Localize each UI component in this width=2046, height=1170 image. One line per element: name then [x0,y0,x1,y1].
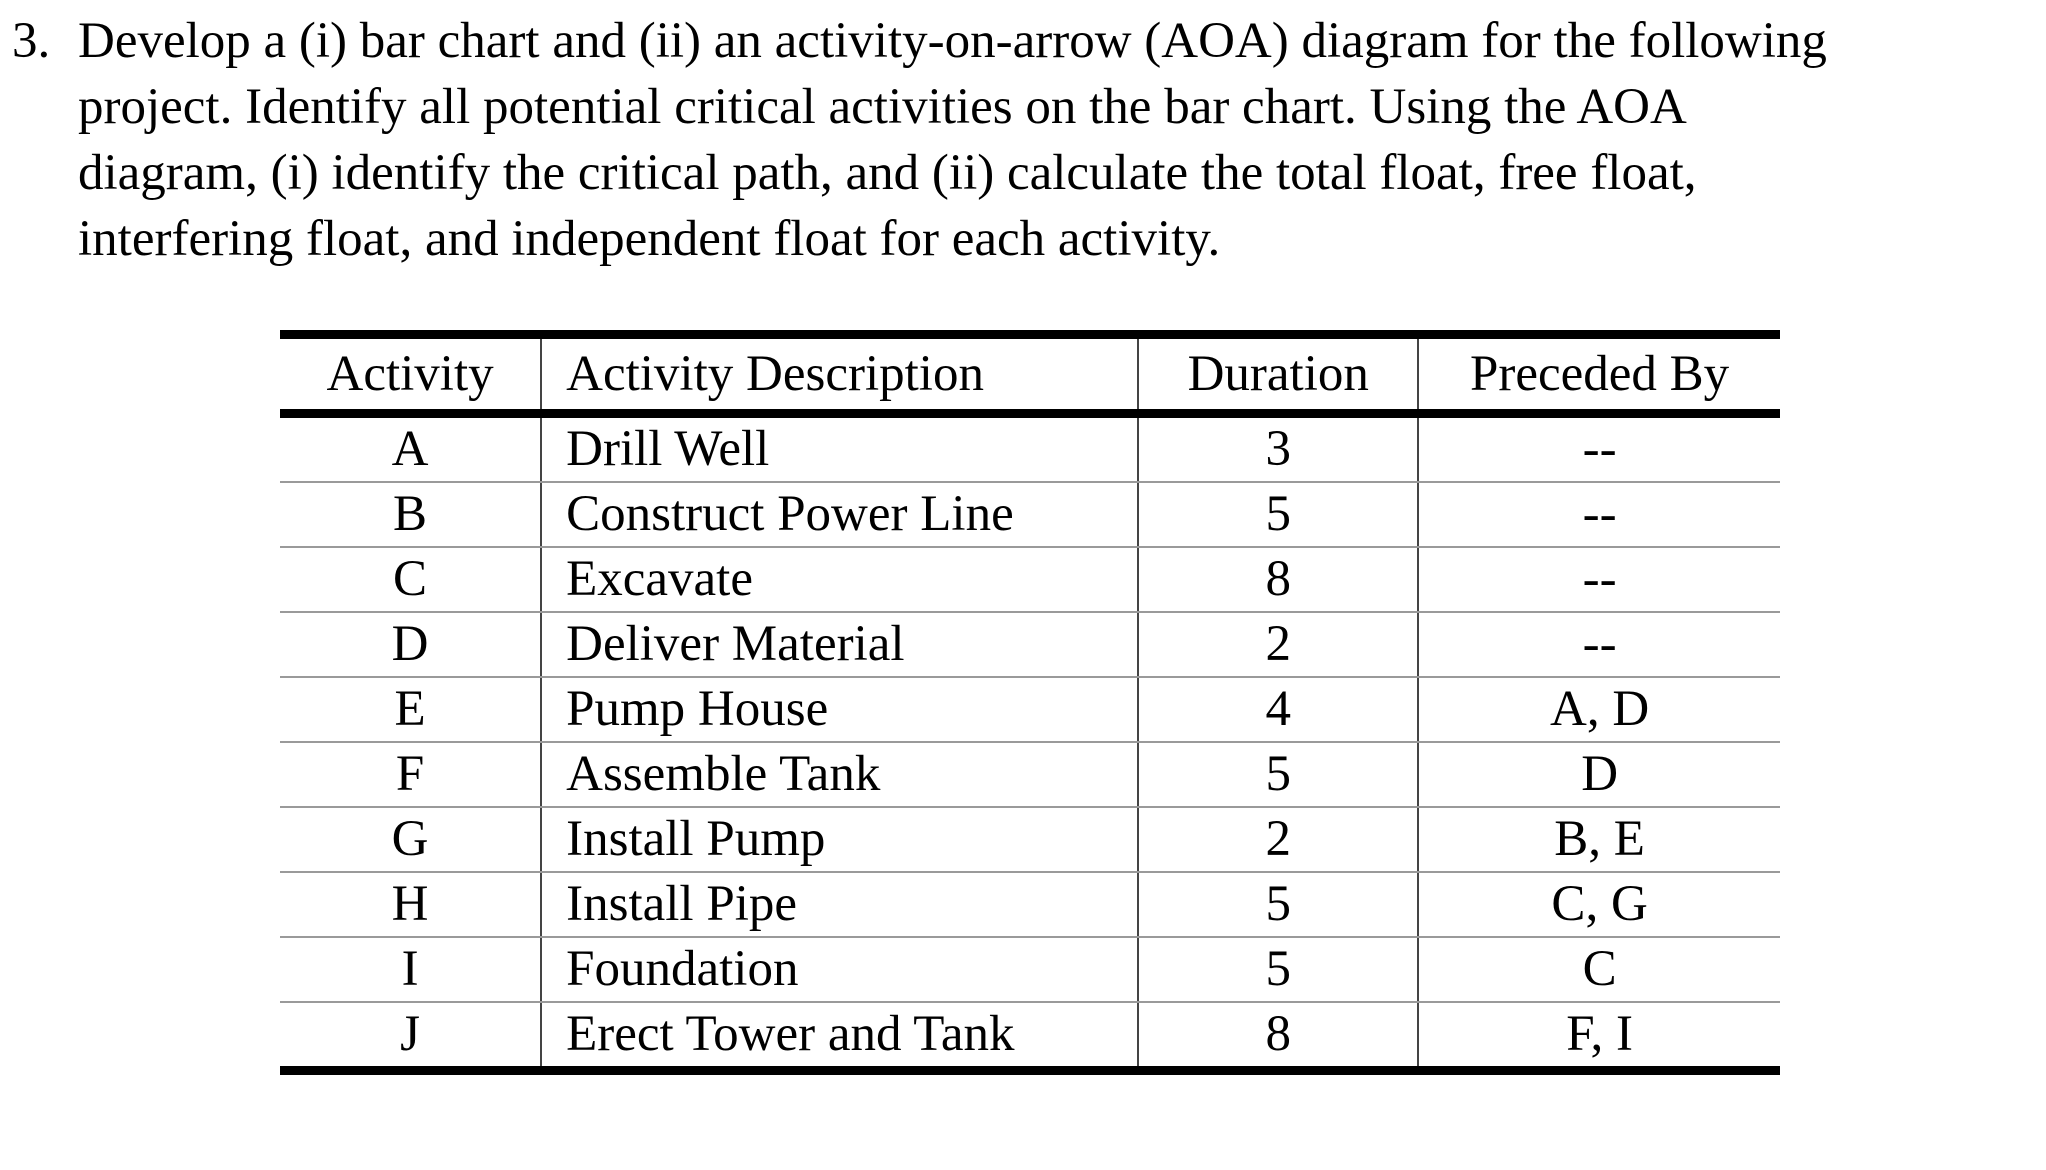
cell-duration: 3 [1138,414,1418,483]
cell-description: Install Pipe [541,872,1138,937]
cell-preceded-by: C [1418,937,1780,1002]
cell-preceded-by: D [1418,742,1780,807]
cell-duration: 5 [1138,872,1418,937]
cell-activity: I [280,937,541,1002]
cell-description: Erect Tower and Tank [541,1002,1138,1071]
table-row [280,612,1780,677]
cell-description: Assemble Tank [541,742,1138,807]
cell-duration: 5 [1138,742,1418,807]
header-preceded-by: Preceded By [1418,335,1780,414]
cell-preceded-by: B, E [1418,807,1780,872]
cell-activity: E [280,677,541,742]
question-block [12,8,2032,272]
cell-duration: 5 [1138,937,1418,1002]
table-header-row [280,335,1780,414]
header-activity: Activity [280,335,541,414]
question-text: Develop a (i) bar chart and (ii) an activity-on-arrow (AOA) diagram for the following project. Identify all potential critical activities on the bar chart. Using the AOA diagram, (i) identify the critical path, and (ii) calculate the total float, free float, interfering float, and independent float for each activity. [78,13,1827,267]
cell-preceded-by: A, D [1418,677,1780,742]
cell-description: Pump House [541,677,1138,742]
cell-activity: H [280,872,541,937]
table-row [280,742,1780,807]
cell-duration: 4 [1138,677,1418,742]
header-duration: Duration [1138,335,1418,414]
cell-activity: B [280,482,541,547]
cell-activity: J [280,1002,541,1071]
cell-description: Deliver Material [541,612,1138,677]
table-row [280,482,1780,547]
cell-description: Construct Power Line [541,482,1138,547]
table-row [280,1002,1780,1071]
cell-activity: C [280,547,541,612]
table-row [280,414,1780,483]
cell-activity: D [280,612,541,677]
cell-duration: 8 [1138,547,1418,612]
cell-preceded-by: -- [1418,547,1780,612]
cell-activity: G [280,807,541,872]
cell-preceded-by: -- [1418,414,1780,483]
cell-preceded-by: -- [1418,482,1780,547]
activity-table [280,330,1780,1075]
cell-preceded-by: -- [1418,612,1780,677]
cell-description: Drill Well [541,414,1138,483]
table-row [280,872,1780,937]
cell-activity: F [280,742,541,807]
table-row [280,677,1780,742]
cell-activity: A [280,414,541,483]
cell-description: Excavate [541,547,1138,612]
table-row [280,547,1780,612]
cell-duration: 8 [1138,1002,1418,1071]
cell-description: Install Pump [541,807,1138,872]
header-description: Activity Description [541,335,1138,414]
cell-preceded-by: C, G [1418,872,1780,937]
cell-duration: 2 [1138,612,1418,677]
table-row [280,937,1780,1002]
cell-description: Foundation [541,937,1138,1002]
cell-duration: 2 [1138,807,1418,872]
question-number: 3. [12,13,51,69]
cell-duration: 5 [1138,482,1418,547]
cell-preceded-by: F, I [1418,1002,1780,1071]
table-row [280,807,1780,872]
